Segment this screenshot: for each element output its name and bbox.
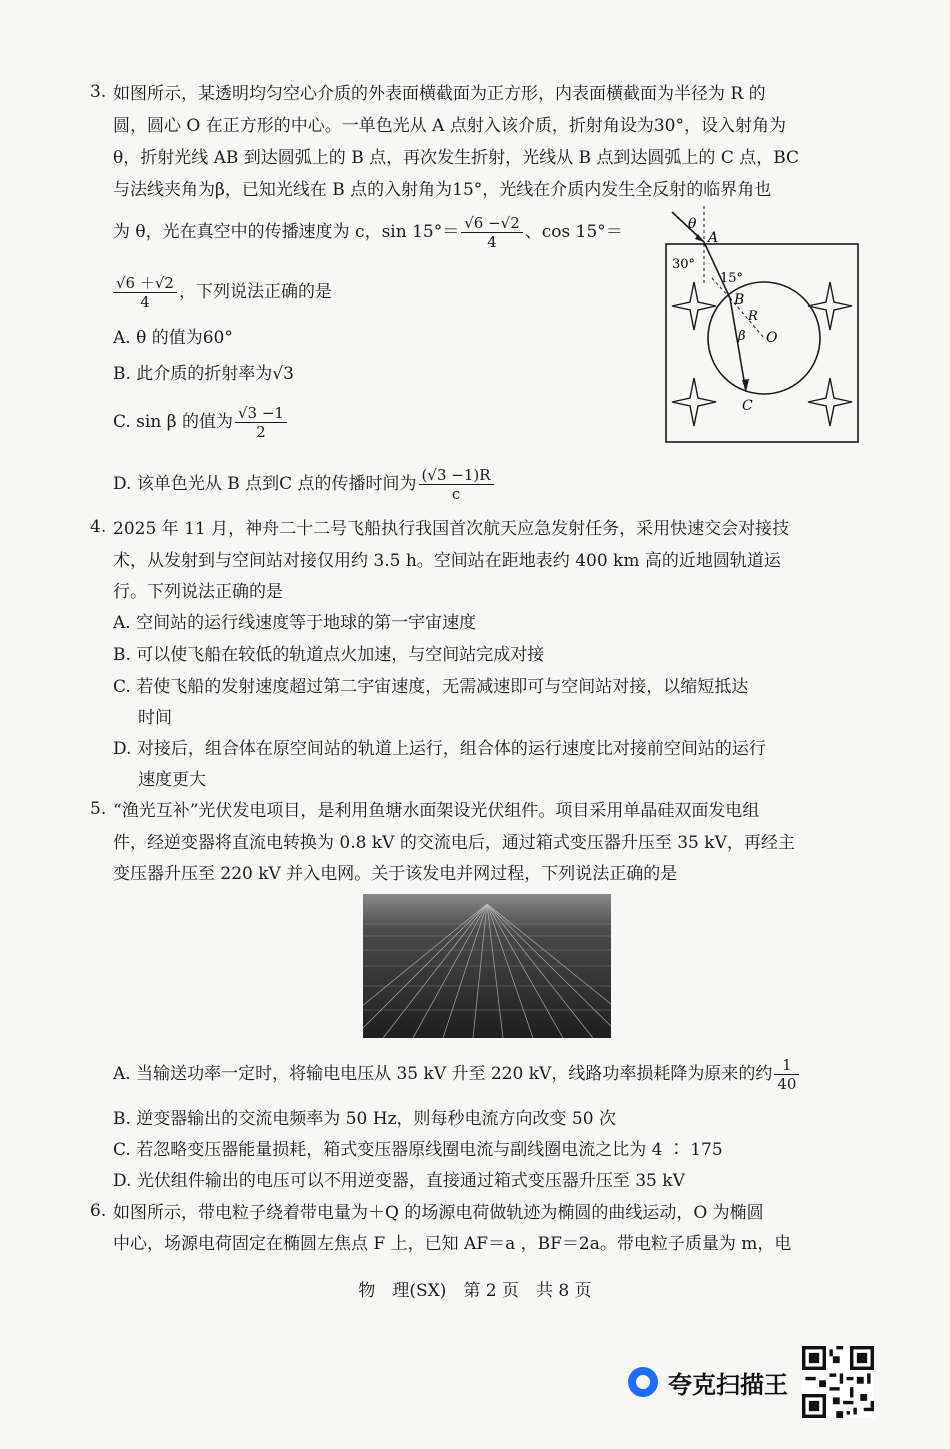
q4-option-d-line2: 速度更大 xyxy=(138,770,206,790)
q6-number: 6. xyxy=(90,1201,107,1221)
cos15-fraction xyxy=(113,274,177,311)
q3-option-b: B. 此介质的折射率为√3 xyxy=(113,364,294,384)
q3-option-d-numerator: (√3 −1)R xyxy=(419,466,494,485)
q4-number: 4. xyxy=(90,517,107,537)
q3-line5-text-b: 、cos 15°＝ xyxy=(524,222,623,242)
label-15-degree: 15° xyxy=(720,271,744,286)
q3-line5-text-a: 为 θ，光在真空中的传播速度为 c，sin 15°＝ xyxy=(113,222,460,242)
q5-option-a-numerator: 1 xyxy=(774,1056,799,1075)
quark-logo-icon xyxy=(628,1367,658,1397)
q5-option-a-denominator: 40 xyxy=(777,1075,797,1093)
solar-panel-photo xyxy=(363,894,611,1038)
q4-option-c-line2: 时间 xyxy=(138,708,172,728)
q3-option-c-denominator: 2 xyxy=(256,423,266,441)
label-a: A xyxy=(708,230,719,246)
q3-line1: 如图所示，某透明均匀空心介质的外表面横截面为正方形，内表面横截面为半径为 R 的 xyxy=(113,84,766,104)
q5-option-a xyxy=(113,1054,801,1094)
sin15-denominator: 4 xyxy=(487,233,497,251)
q4-option-d-line1: D. 对接后，组合体在原空间站的轨道上运行，组合体的运行速度比对接前空间站的运行 xyxy=(113,739,766,759)
q4-option-b: B. 可以使飞船在较低的轨道点火加速，与空间站完成对接 xyxy=(113,645,545,665)
q3-option-c-text: C. sin β 的值为 xyxy=(113,412,233,432)
q5-number: 5. xyxy=(90,799,107,819)
sin15-numerator: √6 −√2 xyxy=(461,214,523,233)
q3-line3: θ，折射光线 AB 到达圆弧上的 B 点，再次发生折射，光线从 B 点到达圆弧上的 C 点，BC xyxy=(113,148,800,168)
q3-option-d xyxy=(113,464,496,504)
q4-option-a: A. 空间站的运行线速度等于地球的第一宇宙速度 xyxy=(113,613,477,633)
q4-line3: 行。下列说法正确的是 xyxy=(113,582,283,602)
q3-line4: 与法线夹角为β，已知光线在 B 点的入射角为15°，光线在介质内发生全反射的临界角也 xyxy=(113,180,772,200)
star-bottom-left xyxy=(672,378,716,426)
q3-line6-text: ，下列说法正确的是 xyxy=(178,282,332,302)
star-top-right xyxy=(808,282,852,330)
label-b: B xyxy=(734,292,745,308)
ray-bc xyxy=(730,298,746,392)
q6-line2: 中心，场源电荷固定在椭圆左焦点 F 上，已知 AF＝a ，BF＝2a。带电粒子质量为 m，电 xyxy=(113,1234,792,1254)
q3-option-c-numerator: √3 −1 xyxy=(235,404,287,423)
q3-line6 xyxy=(113,272,332,312)
cos15-denominator: 4 xyxy=(140,293,150,311)
scanner-brand-label: 夸克扫描王 xyxy=(668,1370,788,1399)
q4-line2: 术，从发射到与空间站对接仅用约 3.5 h。空间站在距地表约 400 km 高的近地圆轨道运 xyxy=(113,551,781,571)
q5-option-b: B. 逆变器输出的交流电频率为 50 Hz，则每秒电流方向改变 50 次 xyxy=(113,1109,616,1129)
q3-optics-figure xyxy=(660,204,866,446)
q3-line5 xyxy=(113,212,623,252)
q3-line2: 圆，圆心 O 在正方形的中心。一单色光从 A 点射入该介质，折射角设为30°，设入射角为 xyxy=(113,116,786,136)
q4-option-c-line1: C. 若使飞船的发射速度超过第二宇宙速度，无需减速即可与空间站对接，以缩短抵达 xyxy=(113,677,749,697)
q3-option-d-denominator: c xyxy=(451,485,461,503)
q5-line3: 变压器升压至 220 kV 并入电网。关于该发电并网过程，下列说法正确的是 xyxy=(113,864,678,884)
qr-code-icon xyxy=(802,1346,874,1418)
cos15-numerator: √6 ＋√2 xyxy=(113,274,177,293)
scanner-watermark xyxy=(628,1360,878,1404)
sin15-fraction xyxy=(461,214,523,251)
q3-option-c-fraction xyxy=(235,404,287,441)
q6-line1: 如图所示，带电粒子绕着带电量为＋Q 的场源电荷做轨迹为椭圆的曲线运动，O 为椭圆 xyxy=(113,1203,764,1223)
label-o: O xyxy=(766,330,778,346)
page-footer: 物 理(SX) 第 2 页 共 8 页 xyxy=(358,1281,592,1301)
q3-option-a: A. θ 的值为60° xyxy=(113,328,233,348)
q5-line1: “渔光互补”光伏发电项目，是利用鱼塘水面架设光伏组件。项目采用单晶硅双面发电组 xyxy=(113,801,760,821)
q3-option-c xyxy=(113,402,289,442)
label-30-degree: 30° xyxy=(672,257,696,272)
q5-line2: 件，经逆变器将直流电转换为 0.8 kV 的交流电后，通过箱式变压器升压至 35 kV，再经主 xyxy=(113,833,795,853)
q3-number: 3. xyxy=(90,82,107,102)
q5-option-a-fraction xyxy=(774,1056,799,1093)
square-outline xyxy=(666,244,858,442)
q5-option-a-text: A. 当输送功率一定时，将输电电压从 35 kV 升至 220 kV，线路功率损耗降为原来的约 xyxy=(113,1064,773,1084)
q3-option-d-text: D. 该单色光从 B 点到C 点的传播时间为 xyxy=(113,474,417,494)
refracted-ray-ab xyxy=(704,242,730,298)
label-c: C xyxy=(742,398,753,414)
q4-line1: 2025 年 11 月，神舟二十二号飞船执行我国首次航天应急发射任务，采用快速交会对接技 xyxy=(113,519,790,539)
star-bottom-right xyxy=(808,378,852,426)
q3-option-d-fraction xyxy=(419,466,494,503)
label-theta: θ xyxy=(688,216,697,232)
q5-option-d: D. 光伏组件输出的电压可以不用逆变器，直接通过箱式变压器升压至 35 kV xyxy=(113,1171,685,1191)
q5-option-c: C. 若忽略变压器能量损耗，箱式变压器原线圈电流与副线圈电流之比为 4 ∶ 175 xyxy=(113,1140,723,1160)
label-r: R xyxy=(748,309,758,324)
label-beta: β xyxy=(738,329,746,344)
